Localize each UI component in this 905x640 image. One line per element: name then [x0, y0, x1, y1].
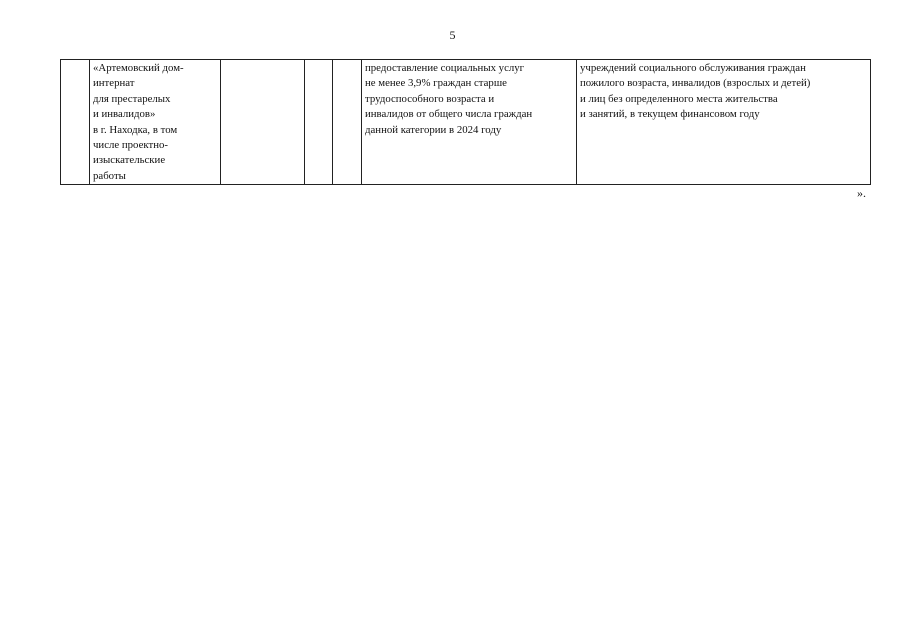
- description-cell: [577, 60, 871, 185]
- object-name-line: в г. Находка, в том: [93, 123, 178, 136]
- empty-cell: [305, 60, 333, 185]
- object-name-line: работы: [93, 169, 126, 182]
- indicator-cell: [362, 60, 577, 185]
- description-line: учреждений социального обслуживания граждан: [580, 62, 806, 74]
- indicator-line: трудоспособного возраста и: [365, 92, 495, 105]
- indicator-line: предоставление социальных услуг: [365, 62, 525, 74]
- object-name-line: интернат: [93, 77, 135, 90]
- empty-cell: [221, 60, 305, 185]
- closing-quote-mark: ».: [857, 186, 866, 200]
- description-line: пожилого возраста, инвалидов (взрослых и детей): [580, 77, 811, 90]
- object-name-line: числе проектно-: [93, 139, 168, 152]
- object-name-line: изыскательские: [93, 154, 166, 167]
- table-row: [61, 60, 871, 185]
- row-number-cell: [61, 60, 90, 185]
- description-line: и занятий, в текущем финансовом году: [580, 108, 760, 121]
- object-name-cell: [90, 60, 221, 185]
- page-number: 5: [449, 28, 456, 42]
- empty-cell: [333, 60, 362, 185]
- indicator-line: не менее 3,9% граждан старше: [365, 77, 507, 90]
- object-name-line: «Артемовский дом-: [93, 62, 184, 74]
- object-name-line: для престарелых: [93, 92, 171, 105]
- description-line: и лиц без определенного места жительства: [580, 92, 778, 105]
- indicator-line: инвалидов от общего числа граждан: [365, 108, 533, 121]
- indicator-line: данной категории в 2024 году: [365, 123, 502, 136]
- object-name-line: и инвалидов»: [93, 108, 156, 121]
- document-table: [60, 59, 871, 185]
